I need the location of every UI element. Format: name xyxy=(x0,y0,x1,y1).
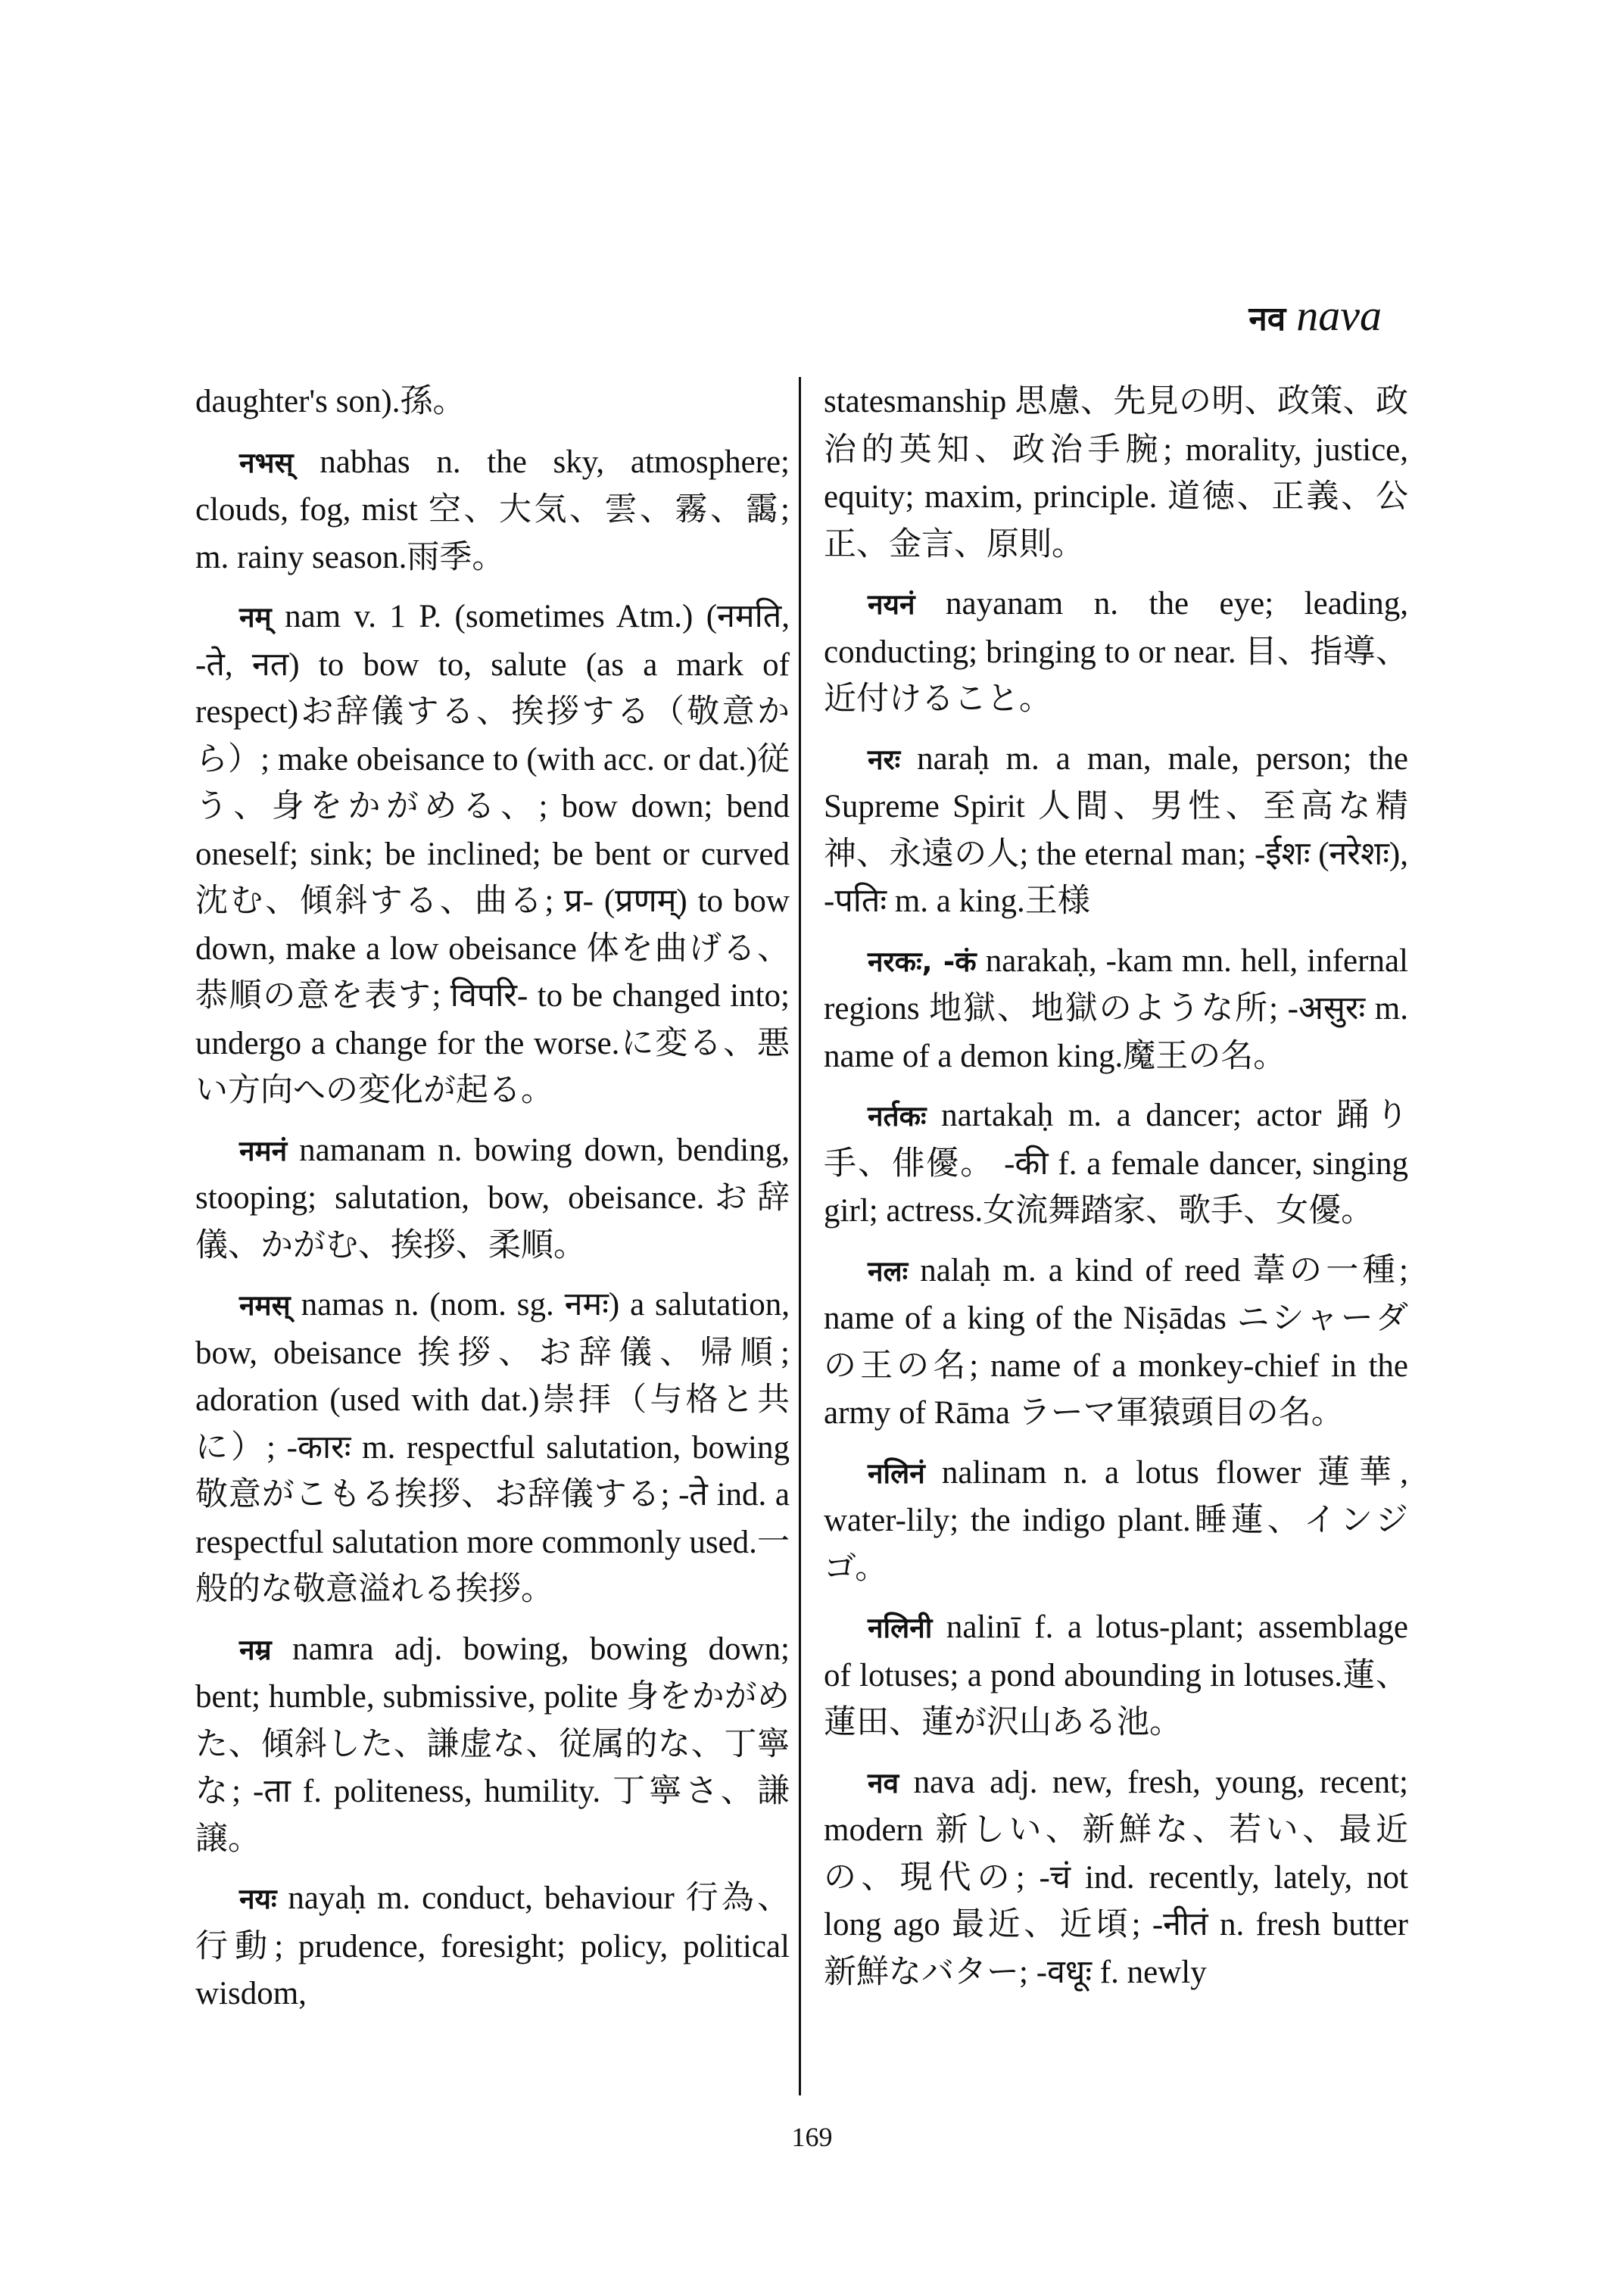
dictionary-entry xyxy=(824,736,1408,926)
entry-headword: नलिनी xyxy=(868,1612,933,1644)
dictionary-entry xyxy=(824,1248,1408,1438)
dictionary-entry xyxy=(824,581,1408,724)
right-column xyxy=(824,379,1408,2008)
column-divider xyxy=(799,377,801,2095)
entry-headword: नलिनं xyxy=(868,1456,925,1490)
entry-text: nartakaḥ m. a dancer; actor 踊り手、俳優。 -की f. a female dancer, singing girl; actress.女流舞踏家、歌手、女優。 xyxy=(824,1098,1409,1229)
entry-headword: नभस् xyxy=(239,446,294,479)
entry-headword: नरः xyxy=(868,743,901,776)
dictionary-entry xyxy=(195,439,790,582)
dictionary-entry xyxy=(195,1127,790,1270)
entry-headword: नलः xyxy=(868,1254,909,1288)
entry-text: namanam n. bowing down, bending, stooping; salutation, bow, obeisance.お辞儀、かがむ、挨拶、柔順。 xyxy=(195,1132,790,1263)
entry-text: nalinam n. a lotus flower 蓮華, water-lily; the indigo plant.睡蓮、インジゴ。 xyxy=(824,1454,1409,1586)
entry-text: nayanam n. the eye; leading, conducting; bringing to or near. 目、指導、近付けること。 xyxy=(824,586,1409,717)
entry-text: naraḥ m. a man, male, person; the Supreme Spirit 人間、男性、至高な精神、永遠の人; the eternal man; -ईशः (नरेशः), -पतिः m. a king.王様 xyxy=(824,740,1408,919)
entry-text: nalinī f. a lotus-plant; assemblage of lotuses; a pond abounding in lotuses.蓮、蓮田、蓮が沢山ある池。 xyxy=(824,1609,1409,1740)
dictionary-entry xyxy=(824,938,1408,1081)
entry-headword: नम् xyxy=(239,601,272,634)
dictionary-entry xyxy=(195,594,790,1115)
dictionary-entry xyxy=(824,379,1408,569)
entry-headword: नरकः, -कं xyxy=(868,945,977,978)
entry-headword: नयनं xyxy=(868,588,915,621)
running-header-roman: nava xyxy=(1296,291,1382,340)
entry-text: nayaḥ m. conduct, behaviour 行為、行動; prudence, foresight; policy, political wisdom, xyxy=(195,1880,790,2011)
entry-text: statesmanship 思慮、先見の明、政策、政治的英知、政治手腕; morality, justice, equity; maxim, principle. 道徳、正義、公正、金言、原則。 xyxy=(824,384,1408,562)
running-header xyxy=(1248,291,1382,340)
page-number: 169 xyxy=(791,2122,833,2152)
entry-text: daughter's son).孫。 xyxy=(195,384,466,419)
entry-text: namra adj. bowing, bowing down; bent; humble, submissive, polite 身をかがめた、傾斜した、謙虚な、従属的な、丁寧な; -ता f. politeness, humility. 丁寧さ、謙譲。 xyxy=(195,1631,790,1857)
dictionary-entry xyxy=(195,379,790,427)
dictionary-entry xyxy=(824,1604,1408,1747)
entry-headword: नर्तकः xyxy=(868,1100,927,1132)
entry-text: namas n. (nom. sg. नमः) a salutation, bow, obeisance 挨拶、お辞儀、帰順; adoration (used with dat.)崇拝（与格と共に）; -कारः m. respectful salutation, bowing 敬意がこもる挨拶、お辞儀する; -ते ind. a respectful salutation more commonly used.一般的な敬意溢れる挨拶。 xyxy=(195,1287,790,1607)
running-header-devanagari: नव xyxy=(1248,300,1286,338)
entry-text: nava adj. new, fresh, young, recent; modern 新しい、新鮮な、若い、最近の、現代の; -चं ind. recently, lately, not long ago 最近、近頃; -नीतं n. fresh butter 新鮮なバター; -वधूः f. newly xyxy=(824,1764,1408,1990)
dictionary-entry xyxy=(195,1626,790,1864)
entry-text: nam v. 1 P. (sometimes Atm.) (नमति, -ते, नत) to bow to, salute (as a mark of respect)お辞儀する、挨拶する（敬意から）; make obeisance to (with acc. or dat.)従う、身をかがめる、; bow down; bend oneself; sink; be inclined; be bent or curved 沈む、傾斜する、曲る; प्र- (प्रणम्) to bow down, make a low obeisance 体を曲げる、恭順の意を表す; विपरि- to be changed into; undergo a change for the worse.に変る、悪い方向への変化が起る。 xyxy=(195,599,790,1108)
entry-text: nalaḥ m. a kind of reed 葦の一種; name of a king of the Niṣādas ニシャーダの王の名; name of a monkey-chief in the army of Rāma ラーマ軍猿頭目の名。 xyxy=(824,1252,1409,1431)
left-column xyxy=(195,379,790,2030)
entry-headword: नव xyxy=(868,1766,899,1799)
dictionary-entry xyxy=(824,1092,1408,1235)
entry-text: nabhas n. the sky, atmosphere; clouds, fog, mist 空、大気、雲、霧、靄; m. rainy season.雨季。 xyxy=(195,444,790,575)
entry-headword: नमस् xyxy=(239,1289,291,1322)
dictionary-entry xyxy=(195,1282,790,1614)
entry-headword: नमनं xyxy=(239,1134,288,1167)
entry-headword: नयः xyxy=(239,1883,277,1915)
entry-text: narakaḥ, -kam mn. hell, infernal regions 地獄、地獄のような所; -असुरः m. name of a demon king.魔王の名。 xyxy=(824,942,1408,1074)
dictionary-entry xyxy=(824,1759,1408,1997)
dictionary-entry xyxy=(195,1875,790,2018)
dictionary-entry xyxy=(824,1450,1408,1593)
entry-headword: नम्र xyxy=(239,1633,272,1666)
